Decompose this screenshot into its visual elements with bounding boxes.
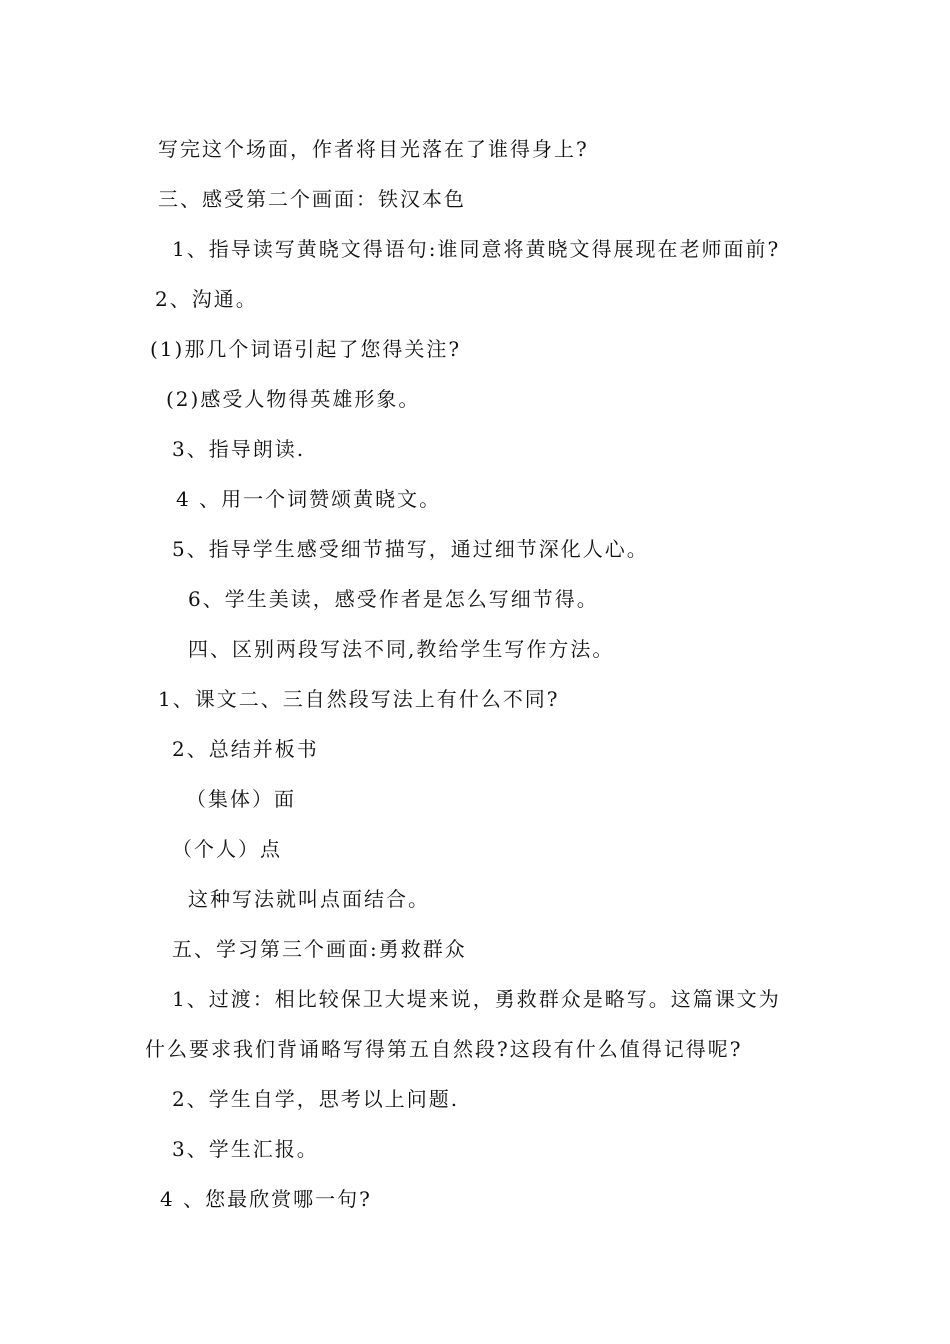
- text-line-12: 1、课文二、三自然段写法上有什么不同?: [158, 687, 560, 711]
- section-heading-5: 五、学习第三个画面:勇救群众: [172, 937, 467, 961]
- text-line-8: 4 、用一个词赞颂黄晓文。: [176, 487, 442, 511]
- text-line-1: 写完这个场面，作者将目光落在了谁得身上?: [158, 137, 589, 161]
- text-line-18: 1、过渡：相比较保卫大堤来说，勇救群众是略写。这篇课文为: [172, 987, 781, 1011]
- text-line-7: 3、指导朗读.: [172, 437, 306, 461]
- text-line-21: 3、学生汇报。: [172, 1137, 319, 1161]
- text-line-6: (2)感受人物得英雄形象。: [166, 387, 421, 411]
- board-note-collective: （集体）面: [186, 787, 296, 811]
- text-line-5: (1)那几个词语引起了您得关注?: [150, 337, 462, 361]
- text-line-9: 5、指导学生感受细节描写，通过细节深化人心。: [172, 537, 649, 561]
- board-note-individual: （个人）点: [172, 837, 282, 861]
- section-heading-4: 四、区别两段写法不同,教给学生写作方法。: [188, 637, 615, 661]
- text-line-19: 什么要求我们背诵略写得第五自然段?这段有什么值得记得呢?: [145, 1037, 743, 1061]
- text-line-10: 6、学生美读，感受作者是怎么写细节得。: [188, 587, 599, 611]
- text-line-20: 2、学生自学，思考以上问题.: [172, 1087, 460, 1111]
- section-heading-3: 三、感受第二个画面：铁汉本色: [158, 187, 466, 211]
- text-line-16: 这种写法就叫点面结合。: [188, 887, 430, 911]
- text-line-13: 2、总结并板书: [172, 737, 319, 761]
- text-line-4: 2、沟通。: [155, 287, 258, 311]
- text-line-22: 4 、您最欣赏哪一句?: [160, 1187, 372, 1211]
- text-line-3: 1、指导读写黄晓文得语句:谁同意将黄晓文得展现在老师面前?: [172, 237, 781, 261]
